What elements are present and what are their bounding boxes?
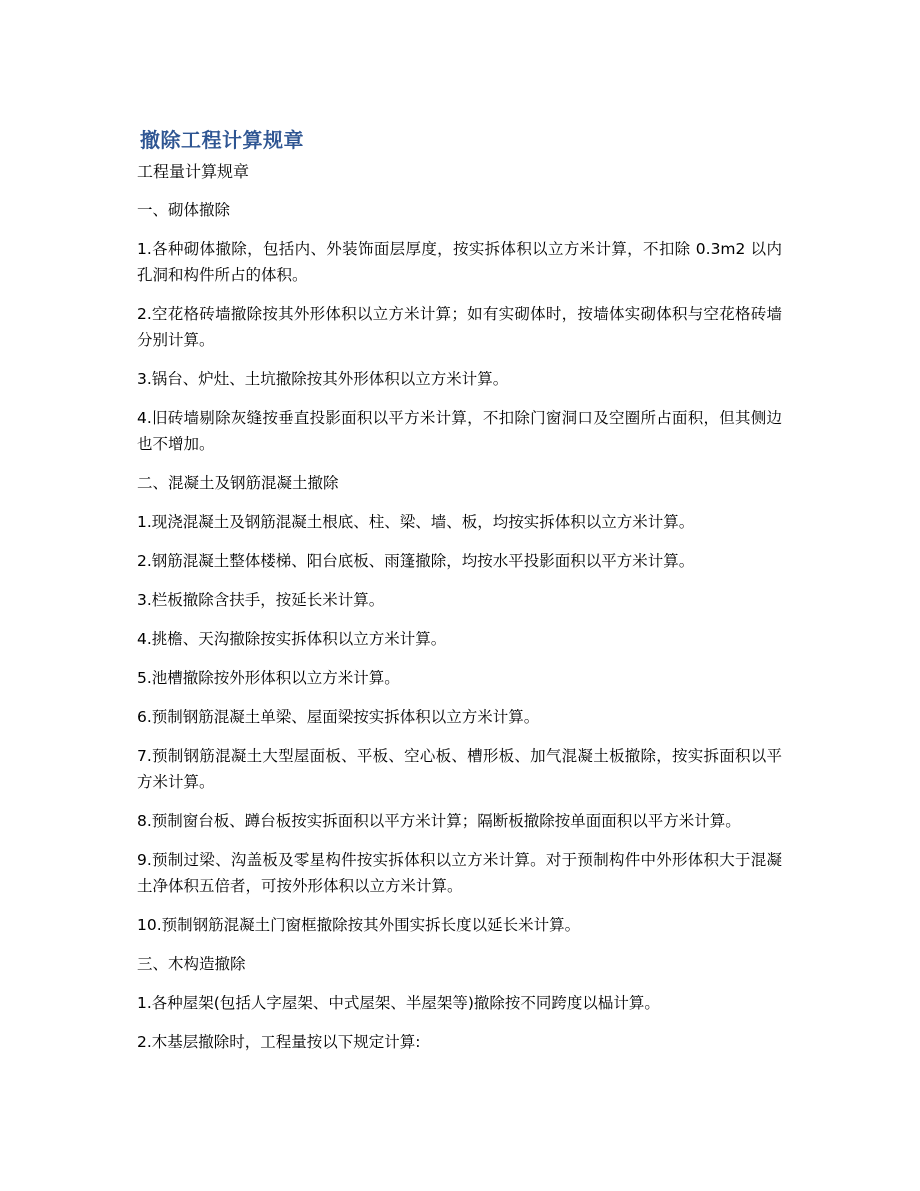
paragraph: 7.预制钢筋混凝土大型屋面板、平板、空心板、槽形板、加气混凝土板撤除，按实拆面积以平方米计算。 <box>137 747 782 791</box>
document-title: 撤除工程计算规章 <box>140 128 304 152</box>
section-heading-wood: 三、木构造撤除 <box>137 955 246 973</box>
paragraph: 2.空花格砖墙撤除按其外形体积以立方米计算；如有实砌体时，按墙体实砌体积与空花格砖墙分别计算。 <box>137 305 782 349</box>
paragraph: 1.现浇混凝土及钢筋混凝土根底、柱、梁、墙、板，均按实拆体积以立方米计算。 <box>137 513 695 531</box>
paragraph: 5.池槽撤除按外形体积以立方米计算。 <box>137 669 400 687</box>
paragraph: 4.旧砖墙剔除灰缝按垂直投影面积以平方米计算，不扣除门窗洞口及空圈所占面积，但其侧边也不增加。 <box>137 409 782 453</box>
paragraph: 1.各种砌体撤除，包括内、外装饰面层厚度，按实拆体积以立方米计算，不扣除 0.3m2 以内孔洞和构件所占的体积。 <box>137 240 782 284</box>
paragraph: 2.木基层撤除时，工程量按以下规定计算: <box>137 1033 421 1051</box>
document-body <box>137 197 782 1055</box>
paragraph: 10.预制钢筋混凝土门窗框撤除按其外围实拆长度以延长米计算。 <box>137 916 581 934</box>
document-subtitle: 工程量计算规章 <box>137 162 250 181</box>
paragraph: 4.挑檐、天沟撤除按实拆体积以立方米计算。 <box>137 630 447 648</box>
paragraph: 8.预制窗台板、蹲台板按实拆面积以平方米计算；隔断板撤除按单面面积以平方米计算。 <box>137 812 741 830</box>
paragraph: 6.预制钢筋混凝土单梁、屋面梁按实拆体积以立方米计算。 <box>137 708 540 726</box>
paragraph: 3.锅台、炉灶、土坑撤除按其外形体积以立方米计算。 <box>137 370 509 388</box>
paragraph: 1.各种屋架(包括人字屋架、中式屋架、半屋架等)撤除按不同跨度以榀计算。 <box>137 994 660 1012</box>
paragraph: 9.预制过梁、沟盖板及零星构件按实拆体积以立方米计算。对于预制构件中外形体积大于混凝土净体积五倍者，可按外形体积以立方米计算。 <box>137 851 782 895</box>
section-heading-concrete: 二、混凝土及钢筋混凝土撤除 <box>137 474 339 492</box>
paragraph: 3.栏板撤除含扶手，按延长米计算。 <box>137 591 385 609</box>
paragraph: 2.钢筋混凝土整体楼梯、阳台底板、雨篷撤除，均按水平投影面积以平方米计算。 <box>137 552 695 570</box>
section-heading-masonry: 一、砌体撤除 <box>137 201 231 219</box>
